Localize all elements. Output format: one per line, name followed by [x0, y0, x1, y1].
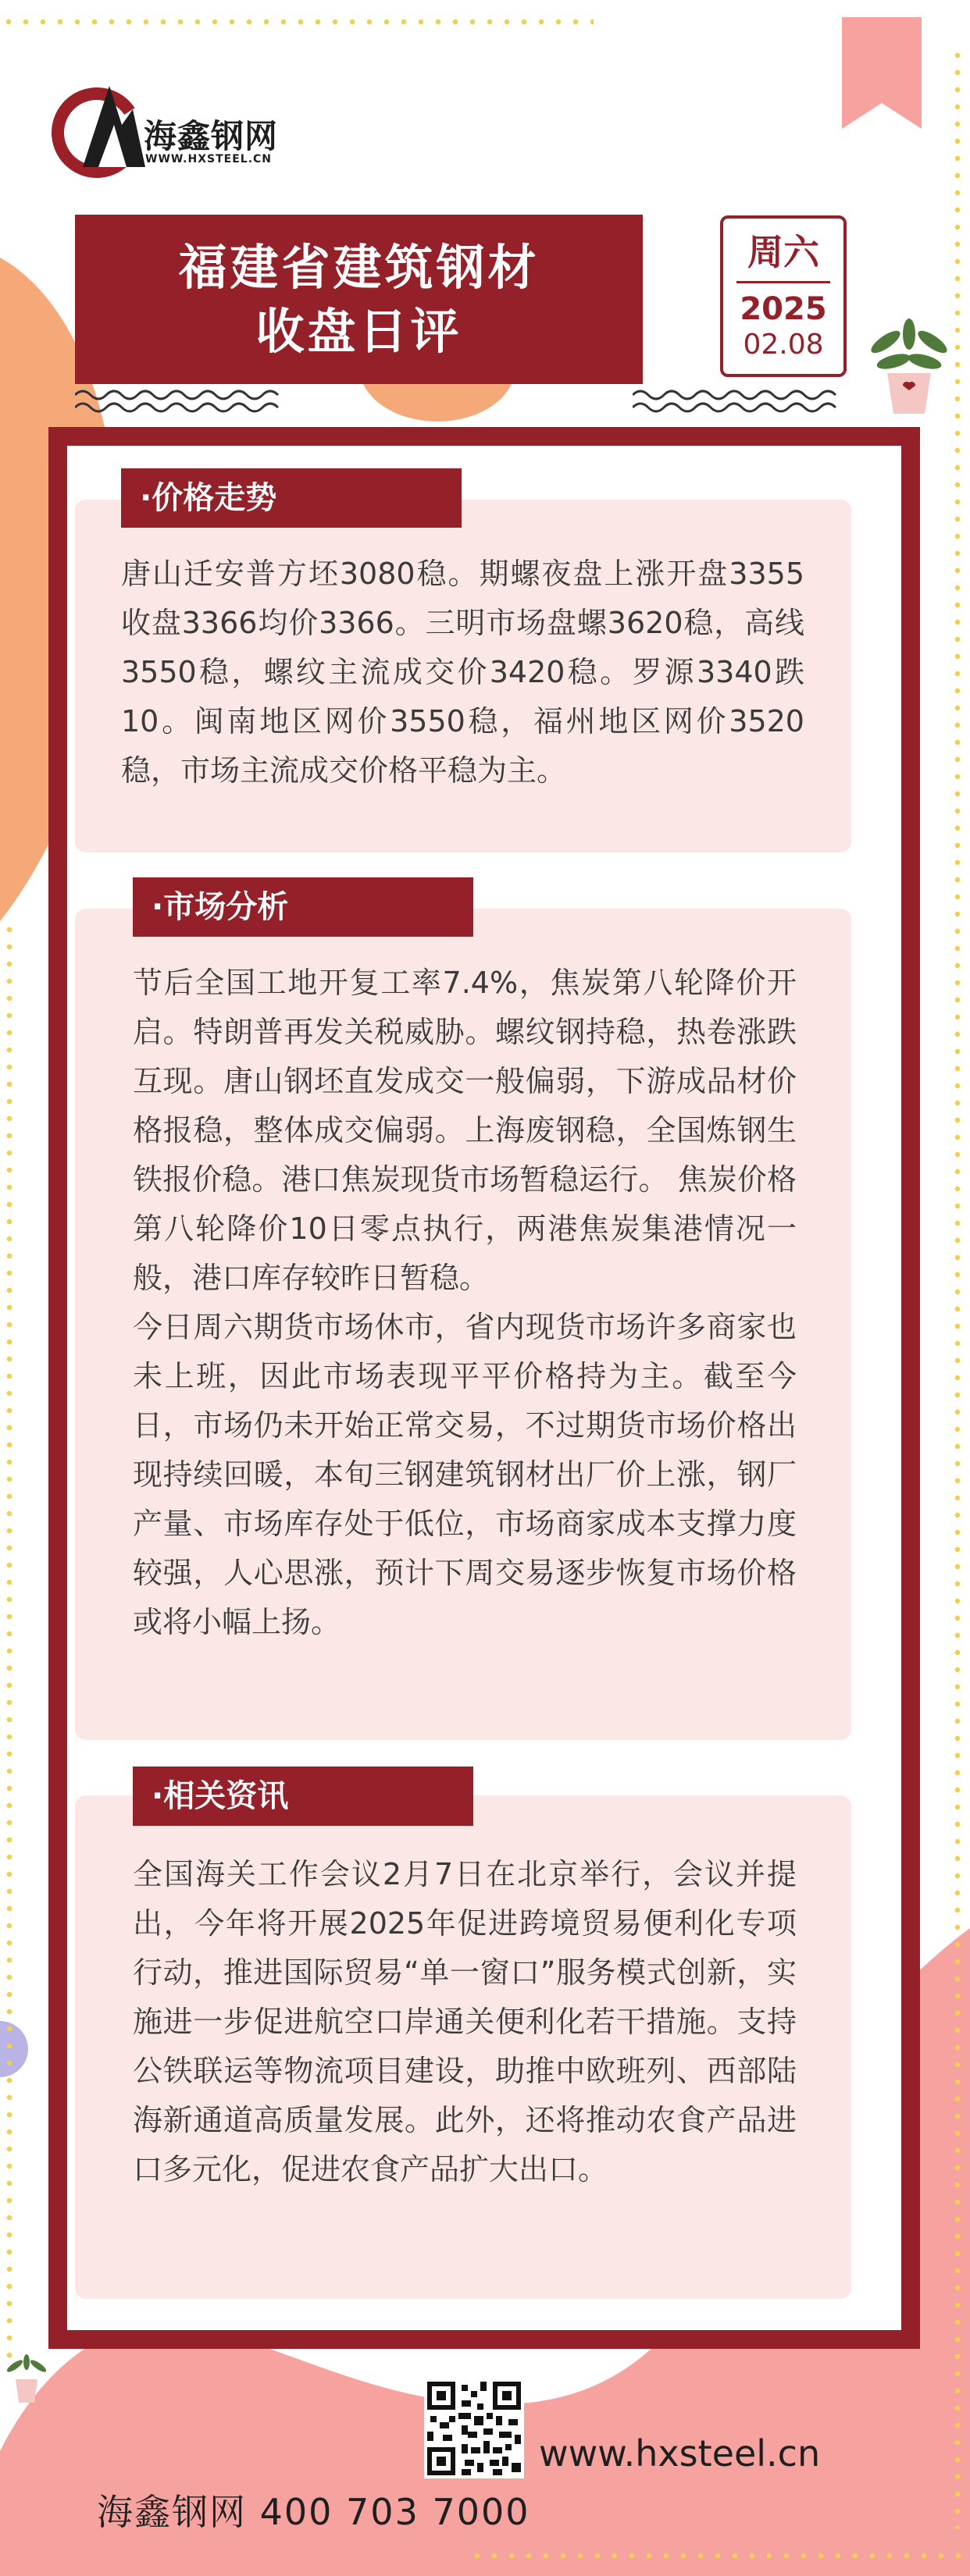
- month-day-label: 02.08: [743, 329, 824, 361]
- weekday-label: 周六: [747, 231, 819, 273]
- logo-brand-text: 海鑫钢网: [144, 117, 279, 155]
- section-label-related-news: ·相关资讯: [133, 1767, 473, 1826]
- potted-plant-icon: [3, 2354, 50, 2409]
- footer-brand-phone: 海鑫钢网 400 703 7000: [97, 2491, 530, 2533]
- logo-url-text: WWW.HXSTEEL.CN: [145, 153, 273, 165]
- date-divider: [736, 281, 830, 283]
- dotted-border-top: [0, 19, 594, 25]
- qr-code-icon: [424, 2379, 524, 2478]
- date-card: [720, 215, 847, 377]
- brand-logo: [52, 81, 301, 183]
- section-body-price-trend: 唐山迁安普方坯3080稳。期螺夜盘上涨开盘3355收盘3366均价3366。三明市场盘螺3620稳，高线3550稳，螺纹主流成交价3420稳。罗源3340跌10。闽南地区网价3550稳，福州地区网价3520稳，市场主流成交价格平稳为主。: [121, 557, 804, 788]
- logo-mark-icon: [52, 81, 145, 183]
- section-label-market-analysis: ·市场分析: [133, 877, 473, 937]
- dotted-border-bottom: [469, 2553, 968, 2559]
- ribbon-bookmark-icon: [842, 17, 922, 129]
- website-url[interactable]: www.hxsteel.cn: [539, 2432, 821, 2475]
- section-body-related-news: 全国海关工作会议2月7日在北京举行，会议并提出，今年将开展2025年促进跨境贸易便利化专项行动，推进国际贸易“单一窗口”服务模式创新，实施进一步促进航空口岸通关便利化若干措施。支持公铁联运等物流项目建设，助推中欧班列、西部陆海新通道高质量发展。此外，还将推动农食产品进口多元化，促进农食产品扩大出口。: [133, 1857, 797, 2186]
- year-label: 2025: [740, 291, 827, 327]
- section-label-price-trend: ·价格走势: [121, 468, 462, 528]
- title-line-2: 收盘日评: [255, 302, 462, 360]
- wave-decoration-icon: [75, 387, 280, 415]
- potted-plant-icon: [862, 318, 956, 420]
- page-title: [75, 215, 643, 384]
- section-body-market-analysis: 节后全国工地开复工率7.4%，焦炭第八轮降价开启。特朗普再发关税威胁。螺纹钢持稳，热卷涨跌互现。唐山钢坯直发成交一般偏弱，下游成品材价格报稳，整体成交偏弱。上海废钢稳，全国炼钢生铁报价稳。港口焦炭现货市场暂稳运行。 焦炭价格第八轮降价10日零点执行，两港焦炭集港情况一般，港口库存较昨日暂稳。 今日周六期货市场休市，省内现货市场许多商家也未上班，因此市场表现平平价格持为主。截至今日，市场仍未开始正常交易，不过期货市场价格出现持续回暖，本旬三钢建筑钢材出厂价上涨，钢厂产量、市场库存处于低位，市场商家成本支撑力度较强，人心思涨，预计下周交易逐步恢复市场价格或将小幅上扬。: [133, 966, 797, 1639]
- dotted-border-left: [6, 921, 12, 2365]
- wave-decoration-icon: [633, 387, 837, 415]
- title-line-1: 福建省建筑钢材: [178, 238, 540, 296]
